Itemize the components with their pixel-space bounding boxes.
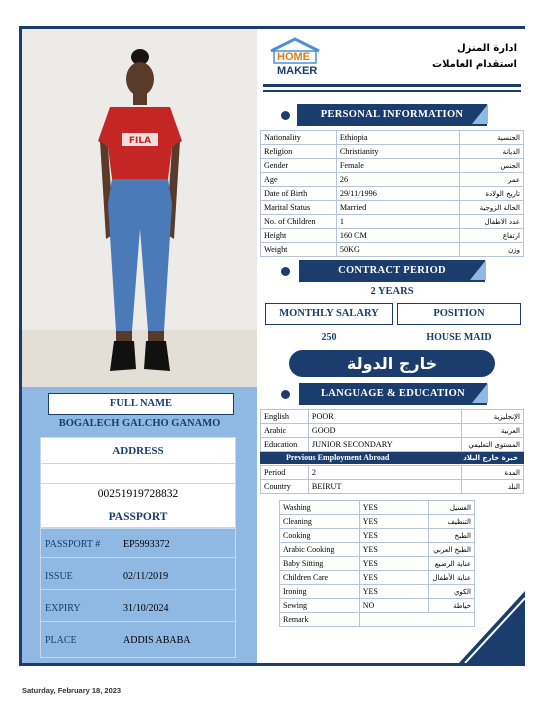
language-row-label: Education [261, 438, 309, 452]
language-education-title: LANGUAGE & EDUCATION [320, 388, 466, 399]
address-value: 00251919728832 [97, 488, 179, 500]
personal-info-table [260, 130, 524, 257]
logo-line1: HOME [277, 51, 310, 63]
language-row [261, 424, 524, 438]
remark-value [359, 613, 474, 627]
position-title: POSITION [433, 308, 485, 319]
personal-info-row-label: Gender [261, 159, 337, 173]
position-value: HOUSE MAID [426, 332, 492, 343]
personal-info-row [261, 201, 524, 215]
personal-info-header [297, 104, 487, 126]
abroad-banner: خارج الدولة [289, 350, 495, 377]
bullet-icon [281, 267, 290, 276]
skill-row-label: Sewing [280, 599, 360, 613]
skill-row-label: Baby Sitting [280, 557, 360, 571]
cv-frame [19, 26, 525, 666]
contract-period-title: CONTRACT PERIOD [338, 265, 446, 276]
skill-row-label: Cooking [280, 529, 360, 543]
footer-date: Saturday, February 18, 2023 [22, 686, 122, 695]
contract-period-value: 2 YEARS [370, 286, 414, 297]
expiry-value: 31/10/2024 [123, 603, 169, 614]
personal-info-row-ar: الجنس [460, 159, 524, 173]
personal-info-row-value: 26 [336, 173, 459, 187]
prev-employment-title-ar: خبرة خارج البلاد [463, 454, 518, 462]
prev-employment-row-value: 2 [308, 466, 461, 480]
personal-info-row-ar: ارتفاع [460, 229, 524, 243]
skill-row-ar: عناية الأطفال [429, 571, 475, 585]
full-name-title: FULL NAME [109, 398, 173, 409]
personal-info-row-value: 29/11/1996 [336, 187, 459, 201]
skill-row-value: YES [359, 571, 428, 585]
svg-text:FILA: FILA [128, 136, 152, 146]
full-name-header [48, 393, 234, 415]
prev-employment-row-label: Period [261, 466, 309, 480]
language-row [261, 438, 524, 452]
personal-info-row-value: 50KG [336, 243, 459, 257]
skill-row [280, 529, 475, 543]
skill-row-value: YES [359, 529, 428, 543]
prev-employment-row-ar: المدة [462, 466, 524, 480]
language-row-value: POOR [308, 410, 461, 424]
skill-row-value: NO [359, 599, 428, 613]
skill-row-value: YES [359, 557, 428, 571]
skill-row [280, 557, 475, 571]
prev-employment-row [261, 480, 524, 494]
address-title: ADDRESS [41, 438, 235, 464]
remark-row [280, 613, 475, 627]
address-box [40, 437, 236, 528]
prev-employment-title: Previous Employment Abroad [286, 453, 390, 462]
language-row-ar: المستوى التعليمي [462, 438, 524, 452]
personal-info-row-label: Religion [261, 145, 337, 159]
contract-period-header [299, 260, 485, 282]
personal-info-row [261, 131, 524, 145]
skill-row-value: YES [359, 543, 428, 557]
issue-value: 02/11/2019 [123, 571, 169, 582]
position-header [397, 303, 521, 325]
skill-row [280, 543, 475, 557]
personal-info-row-value: 1 [336, 215, 459, 229]
skill-row-value: YES [359, 585, 428, 599]
personal-info-row [261, 145, 524, 159]
language-row-value: JUNIOR SECONDARY [308, 438, 461, 452]
expiry-label: EXPIRY [45, 603, 81, 614]
header-divider-2 [263, 90, 521, 92]
personal-info-row-label: Weight [261, 243, 337, 257]
personal-info-row-ar: الديانة [460, 145, 524, 159]
passport-number-label: PASSPORT # [45, 539, 101, 550]
org-arabic [432, 41, 517, 73]
language-row-label: Arabic [261, 424, 309, 438]
skill-row-label: Arabic Cooking [280, 543, 360, 557]
personal-info-row-value: Christianity [336, 145, 459, 159]
prev-employment-row [261, 466, 524, 480]
personal-info-row [261, 187, 524, 201]
language-row [261, 410, 524, 424]
bullet-icon [281, 111, 290, 120]
skills-table [279, 500, 475, 627]
skills-section [259, 496, 525, 663]
remark-label: Remark [280, 613, 360, 627]
skill-row-value: YES [359, 515, 428, 529]
personal-info-row-label: No. of Children [261, 215, 337, 229]
personal-info-row [261, 159, 524, 173]
skill-row [280, 501, 475, 515]
personal-info-row-ar: عدد الاطفال [460, 215, 524, 229]
personal-info-row [261, 229, 524, 243]
prev-employment-table [260, 465, 524, 494]
personal-info-row [261, 243, 524, 257]
language-row-ar: العربية [462, 424, 524, 438]
person-figure [22, 29, 257, 387]
prev-employment-row-ar: البلد [462, 480, 524, 494]
skill-row-value: YES [359, 501, 428, 515]
candidate-photo [22, 29, 257, 387]
language-row-ar: الإنجليزية [462, 410, 524, 424]
skill-row-ar: عناية الرضيع [429, 557, 475, 571]
full-name-value: BOGALECH GALCHO GANAMO [58, 418, 221, 429]
place-value: ADDIS ABABA [123, 635, 191, 646]
personal-info-row-label: Nationality [261, 131, 337, 145]
org-arabic-line1: ادارة المنزل [457, 43, 517, 54]
personal-info-row-ar: تاريخ الولادة [460, 187, 524, 201]
prev-employment-header [260, 452, 524, 464]
personal-info-row-ar: وزن [460, 243, 524, 257]
personal-info-row-ar: الحالة الزوجية [460, 201, 524, 215]
skill-row [280, 585, 475, 599]
skill-row-label: Ironing [280, 585, 360, 599]
personal-info-row [261, 215, 524, 229]
skill-row [280, 571, 475, 585]
issue-label: ISSUE [45, 571, 73, 582]
left-column [22, 29, 257, 663]
bullet-icon [281, 390, 290, 399]
personal-info-row-ar: الجنسية [460, 131, 524, 145]
skill-row-label: Cleaning [280, 515, 360, 529]
personal-info-row [261, 173, 524, 187]
logo-line2: MAKER [277, 65, 318, 77]
monthly-salary-title: MONTHLY SALARY [279, 308, 379, 319]
passport-title: PASSPORT [108, 511, 168, 523]
left-panel [22, 387, 257, 663]
language-table [260, 409, 524, 452]
personal-info-title: PERSONAL INFORMATION [320, 109, 464, 120]
header-divider-1 [263, 84, 521, 87]
skill-row-ar: الطبخ العربي [429, 543, 475, 557]
personal-info-row-label: Date of Birth [261, 187, 337, 201]
personal-info-row-value: Ethiopia [336, 131, 459, 145]
passport-details [40, 528, 236, 658]
personal-info-row-value: Married [336, 201, 459, 215]
passport-number-value: EP5993372 [123, 539, 170, 550]
address-spacer [41, 466, 235, 484]
skill-row-ar: خياطة [429, 599, 475, 613]
personal-info-row-value: 160 CM [336, 229, 459, 243]
monthly-salary-value: 250 [321, 332, 337, 343]
personal-info-row-label: Height [261, 229, 337, 243]
skill-row-ar: التنظيف [429, 515, 475, 529]
skill-row-label: Washing [280, 501, 360, 515]
skill-row-ar: الطبخ [429, 529, 475, 543]
org-arabic-line2: استقدام العاملات [432, 59, 517, 70]
monthly-salary-header [265, 303, 393, 325]
skill-row-ar: الغسيل [429, 501, 475, 515]
skill-row-label: Children Care [280, 571, 360, 585]
personal-info-row-ar: عمر [460, 173, 524, 187]
personal-info-row-label: Age [261, 173, 337, 187]
skill-row-ar: الكوي [429, 585, 475, 599]
personal-info-row-label: Marital Status [261, 201, 337, 215]
language-row-value: GOOD [308, 424, 461, 438]
prev-employment-row-value: BEIRUT [308, 480, 461, 494]
language-education-header [299, 383, 487, 405]
skill-row [280, 515, 475, 529]
home-maker-logo [265, 35, 325, 79]
language-row-label: English [261, 410, 309, 424]
prev-employment-row-label: Country [261, 480, 309, 494]
skill-row [280, 599, 475, 613]
place-label: PLACE [45, 635, 77, 646]
personal-info-row-value: Female [336, 159, 459, 173]
right-column [259, 29, 525, 663]
